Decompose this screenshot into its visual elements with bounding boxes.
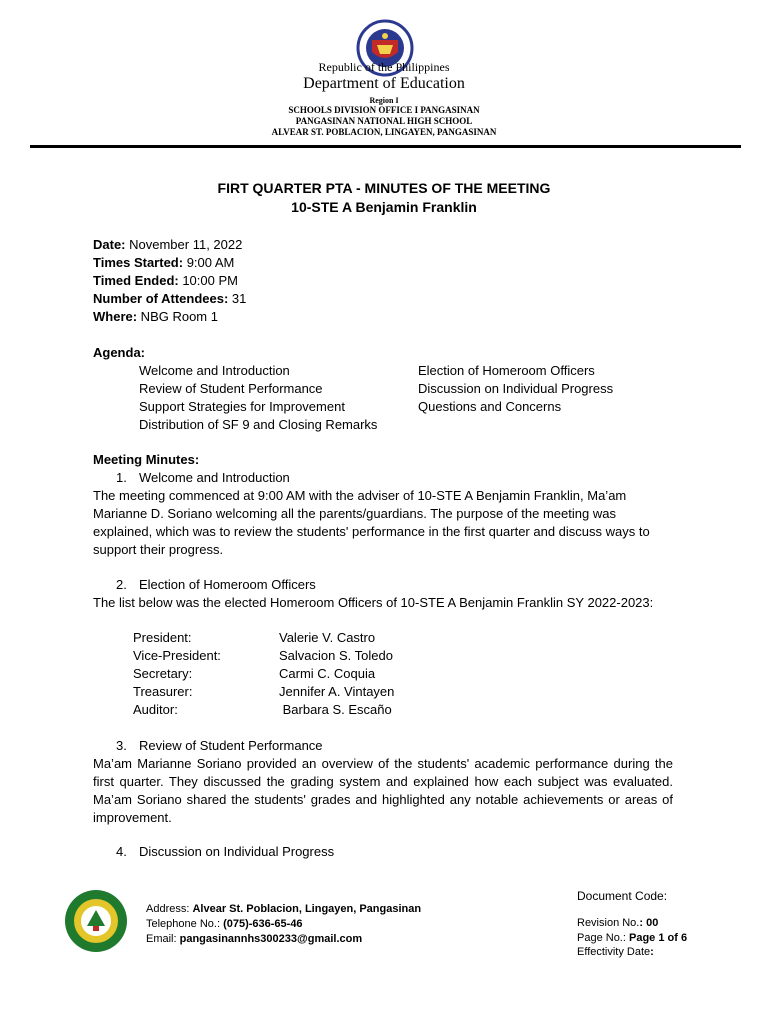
- division-heading: SCHOOLS DIVISION OFFICE I PANGASINAN: [288, 105, 480, 115]
- item-title: Discussion on Individual Progress: [139, 844, 335, 859]
- agenda-item: Questions and Concerns: [418, 399, 562, 414]
- where-value: NBG Room 1: [137, 309, 218, 324]
- agenda-item: Distribution of SF 9 and Closing Remarks: [139, 417, 378, 432]
- item-number: 3.: [116, 738, 127, 753]
- officer-role: Secretary:: [133, 666, 193, 681]
- footer-address: [146, 902, 421, 917]
- footer-address-value: Alvear St. Poblacion, Lingayen, Pangasinan: [192, 903, 422, 915]
- agenda-item: Review of Student Performance: [139, 381, 323, 396]
- minutes-heading: [93, 451, 199, 469]
- item-title: Election of Homeroom Officers: [139, 577, 316, 592]
- school-seal-logo: [63, 888, 129, 954]
- where-label: Where:: [93, 309, 138, 324]
- footer-email-value: pangasinannhs300233@gmail.com: [179, 933, 363, 945]
- time-started-value: 9:00 AM: [183, 255, 235, 270]
- footer-email-label: Email:: [146, 933, 180, 945]
- document-title: FIRT QUARTER PTA - MINUTES OF THE MEETING: [217, 180, 551, 196]
- agenda-heading: [93, 344, 145, 362]
- date-value: November 11, 2022: [125, 237, 243, 252]
- effectivity-value: :: [650, 946, 654, 958]
- officer-name: Jennifer A. Vintayen: [279, 684, 395, 699]
- item-title: Welcome and Introduction: [139, 470, 290, 485]
- school-address-heading: ALVEAR ST. POBLACION, LINGAYEN, PANGASINAN: [271, 127, 497, 137]
- footer-email: [146, 932, 362, 947]
- page-label: Page No.:: [577, 932, 629, 944]
- item-paragraph: Ma’am Marianne Soriano provided an overview of the students' academic performance during the first quarter. They discussed the grading system and explained how each subject was evaluated. Ma’am Soriano shared the students' grades and highlighted any notable achievements or areas of improvement.: [93, 756, 673, 825]
- page-number: [577, 931, 687, 946]
- time-ended-line: [93, 272, 238, 290]
- item-number: 2.: [116, 577, 127, 592]
- document-subtitle: 10-STE A Benjamin Franklin: [291, 199, 477, 215]
- attendees-value: 31: [228, 291, 247, 306]
- item-title: Review of Student Performance: [139, 738, 323, 753]
- footer-address-label: Address:: [146, 903, 193, 915]
- officer-role: President:: [133, 630, 192, 645]
- agenda-item: Support Strategies for Improvement: [139, 399, 345, 414]
- attendees-line: [93, 290, 246, 308]
- minutes-label: Meeting Minutes:: [93, 452, 200, 467]
- header-divider: [30, 145, 741, 148]
- revision-label: Revision No.: [577, 917, 640, 929]
- agenda-item: Election of Homeroom Officers: [418, 363, 595, 378]
- item-number: 4.: [116, 844, 127, 859]
- document-code: Document Code:: [577, 889, 668, 903]
- item-number: 1.: [116, 470, 127, 485]
- officer-role: Vice-President:: [133, 648, 221, 663]
- revision-number: [577, 916, 658, 931]
- date-label: Date:: [93, 237, 126, 252]
- officer-role: Auditor:: [133, 702, 178, 717]
- time-ended-label: Timed Ended:: [93, 273, 179, 288]
- where-line: [93, 308, 218, 326]
- officer-name: Barbara S. Escaño: [279, 702, 392, 717]
- officer-role: Treasurer:: [133, 684, 193, 699]
- attendees-label: Number of Attendees:: [93, 291, 229, 306]
- agenda-item: Welcome and Introduction: [139, 363, 290, 378]
- agenda-label: Agenda:: [93, 345, 145, 360]
- school-heading: PANGASINAN NATIONAL HIGH SCHOOL: [295, 116, 473, 126]
- item-paragraph: The meeting commenced at 9:00 AM with the adviser of 10-STE A Benjamin Franklin, Ma’am Marianne D. Soriano welcoming all the parents/guardians. The purpose of the meeting was explained, which was to review the students' performance in the first quarter and discuss ways to support their progress.: [93, 488, 650, 557]
- time-started-label: Times Started:: [93, 255, 184, 270]
- officer-name: Salvacion S. Toledo: [279, 648, 393, 663]
- revision-value: : 00: [639, 917, 659, 929]
- page-value: Page 1 of 6: [628, 932, 688, 944]
- region-heading: Region I: [369, 96, 399, 105]
- officer-name: Carmi C. Coquia: [279, 666, 376, 681]
- date-line: [93, 236, 242, 254]
- effectivity-date: [577, 945, 654, 960]
- footer-telephone-label: Telephone No.:: [146, 918, 224, 930]
- footer-telephone: [146, 917, 303, 932]
- footer-telephone-value: (075)-636-65-46: [223, 918, 303, 930]
- agenda-item: Discussion on Individual Progress: [418, 381, 614, 396]
- time-started-line: [93, 254, 234, 272]
- department-heading: Department of Education: [303, 75, 465, 92]
- republic-heading: Republic of the Philippines: [318, 60, 450, 74]
- item-paragraph: The list below was the elected Homeroom Officers of 10-STE A Benjamin Franklin SY 2022-2023:: [93, 595, 654, 610]
- effectivity-label: Effectivity Date: [577, 946, 651, 958]
- time-ended-value: 10:00 PM: [178, 273, 238, 288]
- officer-name: Valerie V. Castro: [279, 630, 376, 645]
